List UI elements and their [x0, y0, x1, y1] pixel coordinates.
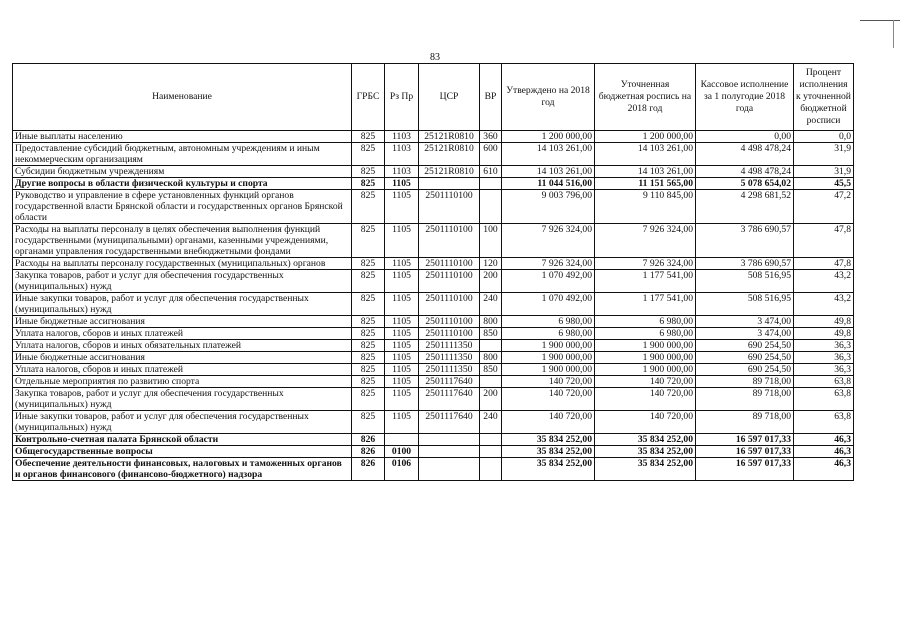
page-number: 83 — [430, 52, 440, 63]
row-name: Закупка товаров, работ и услуг для обеспечения государственных (муниципальных) нужд — [13, 270, 352, 293]
row-rzpr: 1105 — [385, 190, 419, 224]
row-specified: 35 834 252,00 — [595, 434, 696, 446]
row-name: Иные бюджетные ассигнования — [13, 352, 352, 364]
row-vr: 610 — [480, 166, 502, 178]
row-percent: 43,2 — [794, 293, 854, 316]
table-header-row — [13, 64, 854, 131]
row-approved: 1 900 000,00 — [502, 364, 595, 376]
row-csr: 2501110100 — [419, 293, 480, 316]
row-vr — [480, 446, 502, 458]
row-vr: 240 — [480, 293, 502, 316]
row-percent: 31,9 — [794, 143, 854, 166]
row-csr: 2501110100 — [419, 190, 480, 224]
row-rzpr: 1105 — [385, 376, 419, 388]
row-grbs: 825 — [352, 352, 385, 364]
row-executed: 4 498 478,24 — [696, 166, 794, 178]
row-specified: 35 834 252,00 — [595, 458, 696, 481]
row-approved: 11 044 516,00 — [502, 178, 595, 190]
row-vr: 200 — [480, 270, 502, 293]
row-csr: 2501111350 — [419, 340, 480, 352]
header-name: Наименование — [13, 64, 352, 131]
row-vr: 120 — [480, 258, 502, 270]
row-executed: 16 597 017,33 — [696, 434, 794, 446]
row-rzpr: 0100 — [385, 446, 419, 458]
table-row — [13, 190, 854, 224]
row-specified: 14 103 261,00 — [595, 143, 696, 166]
row-approved: 7 926 324,00 — [502, 224, 595, 258]
row-rzpr: 0106 — [385, 458, 419, 481]
table-row — [13, 258, 854, 270]
row-grbs: 825 — [352, 376, 385, 388]
row-rzpr: 1105 — [385, 224, 419, 258]
row-grbs: 825 — [352, 224, 385, 258]
row-name: Иные бюджетные ассигнования — [13, 316, 352, 328]
row-name: Контрольно-счетная палата Брянской области — [13, 434, 352, 446]
row-approved: 7 926 324,00 — [502, 258, 595, 270]
row-specified: 1 200 000,00 — [595, 131, 696, 143]
row-percent: 46,3 — [794, 446, 854, 458]
row-approved: 6 980,00 — [502, 328, 595, 340]
row-specified: 35 834 252,00 — [595, 446, 696, 458]
row-csr: 2501110100 — [419, 328, 480, 340]
row-executed: 690 254,50 — [696, 352, 794, 364]
row-executed: 690 254,50 — [696, 340, 794, 352]
row-rzpr: 1103 — [385, 131, 419, 143]
row-approved: 35 834 252,00 — [502, 458, 595, 481]
row-rzpr: 1105 — [385, 316, 419, 328]
table-row — [13, 328, 854, 340]
row-percent: 46,3 — [794, 458, 854, 481]
row-vr: 100 — [480, 224, 502, 258]
row-name: Иные закупки товаров, работ и услуг для обеспечения государственных (муниципальных) нужд — [13, 411, 352, 434]
row-csr: 2501111350 — [419, 352, 480, 364]
table-row — [13, 131, 854, 143]
row-grbs: 826 — [352, 446, 385, 458]
header-percent: Процент исполнения к уточненной бюджетной росписи — [794, 64, 854, 131]
corner-crop-mark — [860, 20, 900, 21]
row-vr: 800 — [480, 316, 502, 328]
row-executed: 89 718,00 — [696, 376, 794, 388]
row-grbs: 825 — [352, 143, 385, 166]
row-csr — [419, 434, 480, 446]
row-name: Уплата налогов, сборов и иных платежей — [13, 328, 352, 340]
row-specified: 7 926 324,00 — [595, 224, 696, 258]
row-name: Иные закупки товаров, работ и услуг для обеспечения государственных (муниципальных) нужд — [13, 293, 352, 316]
row-executed: 0,00 — [696, 131, 794, 143]
row-approved: 1 900 000,00 — [502, 352, 595, 364]
row-name: Расходы на выплаты персоналу в целях обеспечения выполнения функций государственными (муниципальными) органами, казенными учреждениями, органами управления государственными внебюджетными фондами — [13, 224, 352, 258]
row-csr: 2501117640 — [419, 376, 480, 388]
table-row — [13, 178, 854, 190]
row-rzpr: 1105 — [385, 293, 419, 316]
row-specified: 6 980,00 — [595, 328, 696, 340]
table-row — [13, 166, 854, 178]
table-row — [13, 376, 854, 388]
row-vr — [480, 340, 502, 352]
table-row — [13, 340, 854, 352]
header-vr: ВР — [480, 64, 502, 131]
header-specified: Уточненная бюджетная роспись на 2018 год — [595, 64, 696, 131]
row-grbs: 825 — [352, 388, 385, 411]
row-executed: 3 786 690,57 — [696, 258, 794, 270]
table-row — [13, 270, 854, 293]
row-specified: 140 720,00 — [595, 411, 696, 434]
row-vr: 850 — [480, 328, 502, 340]
row-executed: 690 254,50 — [696, 364, 794, 376]
row-approved: 14 103 261,00 — [502, 143, 595, 166]
row-rzpr: 1105 — [385, 411, 419, 434]
row-percent: 46,3 — [794, 434, 854, 446]
row-grbs: 825 — [352, 178, 385, 190]
row-executed: 508 516,95 — [696, 293, 794, 316]
row-vr: 850 — [480, 364, 502, 376]
row-grbs: 825 — [352, 316, 385, 328]
row-rzpr: 1103 — [385, 166, 419, 178]
row-specified: 14 103 261,00 — [595, 166, 696, 178]
row-specified: 140 720,00 — [595, 388, 696, 411]
row-csr: 2501110100 — [419, 316, 480, 328]
row-rzpr: 1103 — [385, 143, 419, 166]
row-percent: 63,8 — [794, 376, 854, 388]
table-row — [13, 388, 854, 411]
row-csr: 2501111350 — [419, 364, 480, 376]
row-percent: 49,8 — [794, 328, 854, 340]
row-rzpr: 1105 — [385, 340, 419, 352]
row-specified: 1 900 000,00 — [595, 364, 696, 376]
row-rzpr: 1105 — [385, 328, 419, 340]
row-grbs: 825 — [352, 258, 385, 270]
header-rzpr: Рз Пр — [385, 64, 419, 131]
row-csr: 2501110100 — [419, 224, 480, 258]
table-row — [13, 434, 854, 446]
row-percent: 31,9 — [794, 166, 854, 178]
header-csr: ЦСР — [419, 64, 480, 131]
row-specified: 1 900 000,00 — [595, 340, 696, 352]
row-vr: 360 — [480, 131, 502, 143]
row-specified: 140 720,00 — [595, 376, 696, 388]
row-percent: 47,2 — [794, 190, 854, 224]
row-csr: 2501110100 — [419, 270, 480, 293]
row-csr — [419, 178, 480, 190]
row-grbs: 825 — [352, 190, 385, 224]
row-specified: 1 900 000,00 — [595, 352, 696, 364]
row-csr: 25121R0810 — [419, 131, 480, 143]
row-grbs: 825 — [352, 364, 385, 376]
row-executed: 3 474,00 — [696, 328, 794, 340]
row-name: Общегосударственные вопросы — [13, 446, 352, 458]
row-grbs: 825 — [352, 131, 385, 143]
row-csr: 25121R0810 — [419, 166, 480, 178]
table-row — [13, 293, 854, 316]
table-body — [13, 131, 854, 481]
row-name: Уплата налогов, сборов и иных обязательных платежей — [13, 340, 352, 352]
row-grbs: 825 — [352, 411, 385, 434]
row-executed: 3 474,00 — [696, 316, 794, 328]
row-rzpr — [385, 434, 419, 446]
row-vr — [480, 458, 502, 481]
row-executed: 508 516,95 — [696, 270, 794, 293]
row-grbs: 825 — [352, 270, 385, 293]
row-name: Предоставление субсидий бюджетным, автономным учреждениям и иным некоммерческим организациям — [13, 143, 352, 166]
row-specified: 11 151 565,00 — [595, 178, 696, 190]
row-csr — [419, 458, 480, 481]
row-grbs: 825 — [352, 340, 385, 352]
row-percent: 43,2 — [794, 270, 854, 293]
row-approved: 35 834 252,00 — [502, 434, 595, 446]
row-vr — [480, 190, 502, 224]
table-row — [13, 446, 854, 458]
header-grbs: ГРБС — [352, 64, 385, 131]
row-percent: 49,8 — [794, 316, 854, 328]
row-executed: 16 597 017,33 — [696, 446, 794, 458]
row-executed: 4 298 681,52 — [696, 190, 794, 224]
row-name: Отдельные мероприятия по развитию спорта — [13, 376, 352, 388]
row-percent: 63,8 — [794, 411, 854, 434]
row-percent: 45,5 — [794, 178, 854, 190]
row-approved: 140 720,00 — [502, 388, 595, 411]
row-vr: 200 — [480, 388, 502, 411]
row-csr: 2501117640 — [419, 411, 480, 434]
row-executed: 89 718,00 — [696, 388, 794, 411]
row-specified: 7 926 324,00 — [595, 258, 696, 270]
row-vr — [480, 434, 502, 446]
row-csr — [419, 446, 480, 458]
row-executed: 16 597 017,33 — [696, 458, 794, 481]
row-rzpr: 1105 — [385, 178, 419, 190]
row-percent: 47,8 — [794, 258, 854, 270]
row-executed: 5 078 654,02 — [696, 178, 794, 190]
row-grbs: 826 — [352, 434, 385, 446]
row-approved: 1 200 000,00 — [502, 131, 595, 143]
row-percent: 63,8 — [794, 388, 854, 411]
row-approved: 6 980,00 — [502, 316, 595, 328]
header-approved: Утверждено на 2018 год — [502, 64, 595, 131]
row-name: Уплата налогов, сборов и иных платежей — [13, 364, 352, 376]
budget-execution-table — [12, 63, 854, 481]
row-rzpr: 1105 — [385, 270, 419, 293]
header-executed: Кассовое исполнение за 1 полугодие 2018 года — [696, 64, 794, 131]
row-percent: 0,0 — [794, 131, 854, 143]
row-csr: 2501117640 — [419, 388, 480, 411]
row-name: Руководство и управление в сфере установленных функций органов государственной власти Брянской области и государственных органов Брянской области — [13, 190, 352, 224]
table-row — [13, 224, 854, 258]
row-grbs: 825 — [352, 328, 385, 340]
row-approved: 1 900 000,00 — [502, 340, 595, 352]
row-percent: 36,3 — [794, 340, 854, 352]
row-approved: 140 720,00 — [502, 411, 595, 434]
table-row — [13, 364, 854, 376]
row-vr: 600 — [480, 143, 502, 166]
row-grbs: 826 — [352, 458, 385, 481]
row-approved: 1 070 492,00 — [502, 270, 595, 293]
row-specified: 1 177 541,00 — [595, 270, 696, 293]
table-row — [13, 411, 854, 434]
row-name: Субсидии бюджетным учреждениям — [13, 166, 352, 178]
row-rzpr: 1105 — [385, 388, 419, 411]
row-approved: 1 070 492,00 — [502, 293, 595, 316]
row-approved: 9 003 796,00 — [502, 190, 595, 224]
table-row — [13, 143, 854, 166]
table-row — [13, 352, 854, 364]
row-grbs: 825 — [352, 293, 385, 316]
row-percent: 36,3 — [794, 352, 854, 364]
row-executed: 3 786 690,57 — [696, 224, 794, 258]
row-name: Иные выплаты населению — [13, 131, 352, 143]
row-rzpr: 1105 — [385, 258, 419, 270]
row-approved: 14 103 261,00 — [502, 166, 595, 178]
row-name: Другие вопросы в области физической культуры и спорта — [13, 178, 352, 190]
row-rzpr: 1105 — [385, 352, 419, 364]
row-csr: 25121R0810 — [419, 143, 480, 166]
row-approved: 35 834 252,00 — [502, 446, 595, 458]
row-specified: 9 110 845,00 — [595, 190, 696, 224]
row-name: Расходы на выплаты персоналу государственных (муниципальных) органов — [13, 258, 352, 270]
row-vr — [480, 178, 502, 190]
row-percent: 47,8 — [794, 224, 854, 258]
row-rzpr: 1105 — [385, 364, 419, 376]
row-approved: 140 720,00 — [502, 376, 595, 388]
row-executed: 89 718,00 — [696, 411, 794, 434]
row-percent: 36,3 — [794, 364, 854, 376]
row-specified: 6 980,00 — [595, 316, 696, 328]
row-name: Закупка товаров, работ и услуг для обеспечения государственных (муниципальных) нужд — [13, 388, 352, 411]
row-grbs: 825 — [352, 166, 385, 178]
table-row — [13, 458, 854, 481]
row-vr: 240 — [480, 411, 502, 434]
row-name: Обеспечение деятельности финансовых, налоговых и таможенных органов и органов финансового (финансово-бюджетного) надзора — [13, 458, 352, 481]
table-row — [13, 316, 854, 328]
row-csr: 2501110100 — [419, 258, 480, 270]
corner-crop-mark-vertical — [893, 20, 894, 48]
row-vr — [480, 376, 502, 388]
row-vr: 800 — [480, 352, 502, 364]
row-executed: 4 498 478,24 — [696, 143, 794, 166]
row-specified: 1 177 541,00 — [595, 293, 696, 316]
